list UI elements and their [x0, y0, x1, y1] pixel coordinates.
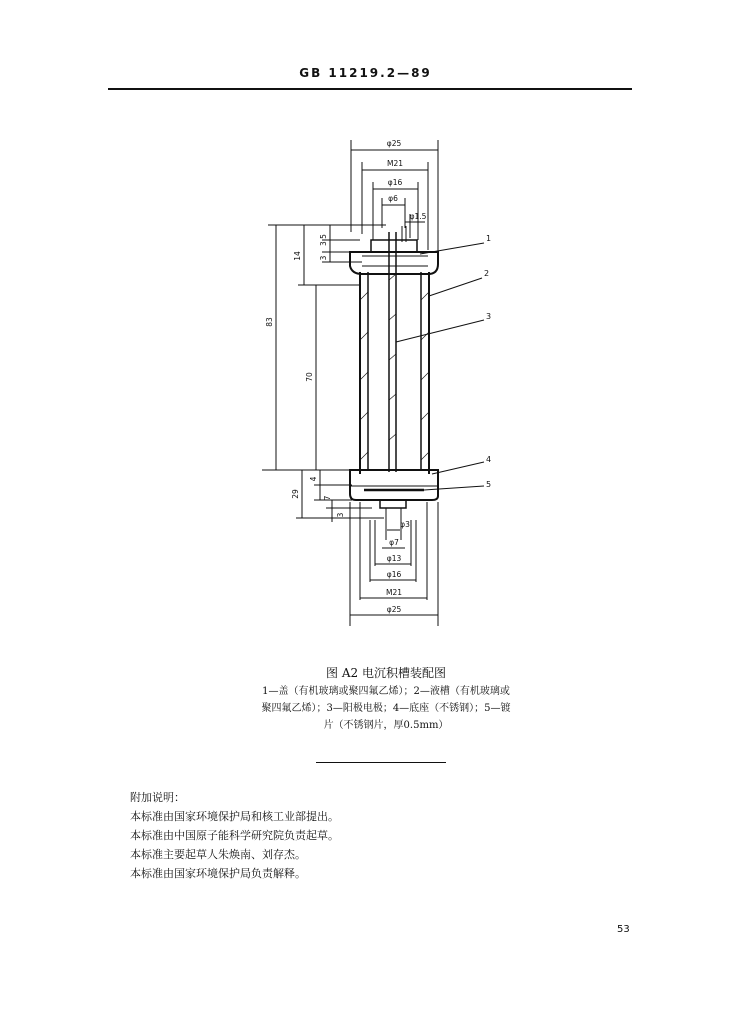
dim-d16-top: φ16 [387, 178, 403, 187]
part-label-2: 2 [484, 269, 490, 278]
dim-h14: 14 [293, 251, 302, 261]
additional-notes [130, 788, 339, 883]
page-number: 53 [617, 924, 630, 935]
dim-d16-bottom: φ16 [386, 570, 402, 579]
part-label-4: 4 [486, 455, 492, 464]
notes-line: 本标准由国家环境保护局和核工业部提出。 [130, 810, 339, 823]
dim-d6: φ6 [388, 194, 398, 203]
dim-d13: φ13 [386, 554, 402, 563]
dim-h3-5: 3.5 [319, 234, 328, 246]
dim-h83: 83 [265, 317, 274, 327]
dim-h4: 4 [309, 476, 318, 482]
dim-h3b: 3 [336, 512, 345, 518]
notes-line: 本标准由国家环境保护局负责解释。 [130, 867, 306, 880]
section-divider [316, 762, 446, 763]
dim-h70: 70 [305, 372, 314, 382]
notes-heading: 附加说明： [130, 791, 185, 804]
dim-d25-top: φ25 [386, 139, 402, 148]
dim-h3: 3 [319, 255, 328, 261]
notes-line: 本标准由中国原子能科学研究院负责起草。 [130, 829, 339, 842]
part-label-5: 5 [486, 480, 492, 489]
dim-d7: φ7 [389, 538, 399, 547]
figure-legend-line-2: 聚四氟乙烯）；3—阳极电极；4—底座（不锈钢）；5—镀 [261, 703, 511, 714]
dim-d25-bottom: φ25 [386, 605, 402, 614]
standard-code: GB 11219.2—89 [299, 66, 432, 80]
part-label-3: 3 [486, 312, 492, 321]
dim-m21-top: M21 [386, 159, 404, 168]
dim-d3: φ3 [400, 520, 410, 529]
figure-legend-line-1: 1—盖（有机玻璃或聚四氟乙烯）；2—液槽（有机玻璃或 [262, 686, 510, 697]
notes-line: 本标准主要起草人朱焕南、刘存杰。 [130, 848, 306, 861]
dim-h29: 29 [291, 489, 300, 499]
dim-d1-5: φ1.5 [409, 212, 427, 221]
part-label-1: 1 [486, 234, 492, 243]
figure-legend-line-3: 片（不锈钢片，厚0.5mm） [323, 720, 449, 731]
dim-m21-bottom: M21 [385, 588, 403, 597]
dim-h7: 7 [323, 495, 332, 501]
figure-caption: 图 A2 电沉积槽装配图 [326, 666, 446, 680]
